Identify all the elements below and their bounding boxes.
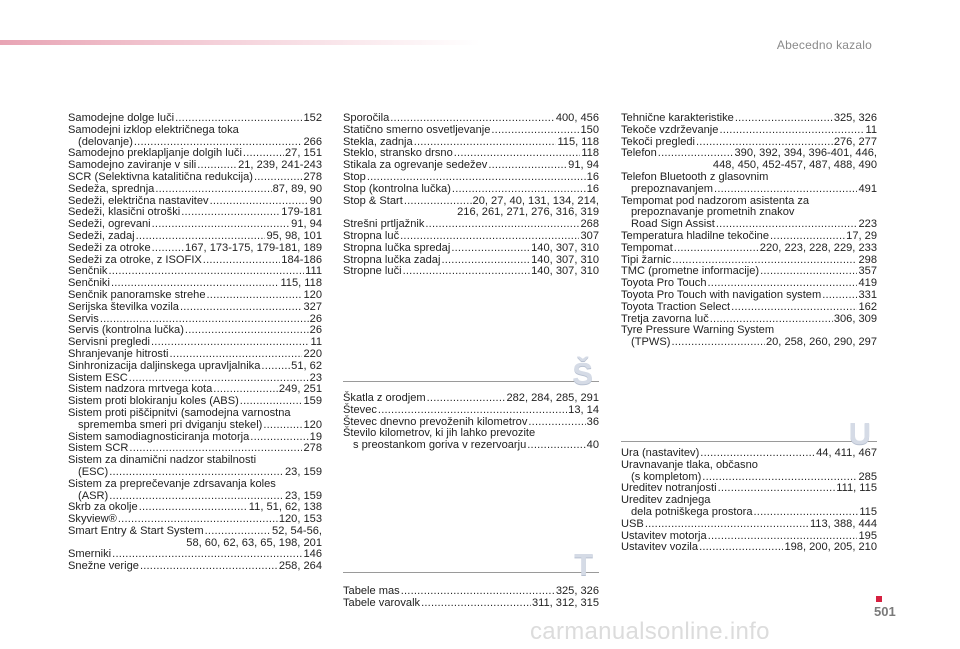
index-entry-label: Števec (343, 403, 377, 416)
index-entry-pages: 198, 200, 205, 210 (784, 541, 877, 554)
index-entry-label: (delovanje) (78, 135, 133, 148)
index-entry-label: Serijska številka vozila (68, 300, 179, 313)
index-entry-label: Servis (kontrolna lučka) (68, 324, 184, 337)
index-entry-heading: Uravnavanje tlaka, občasno (621, 458, 758, 471)
index-entry-heading: Sistem proti piščipnitvi (samodejna varnostna (68, 406, 291, 419)
index-entry (68, 361, 322, 373)
index-entry-pages: 26 (309, 324, 322, 337)
index-entry (343, 172, 599, 184)
index-entry (68, 231, 322, 243)
index-entry-label: Samodejne dolge luči (68, 112, 175, 124)
dot-leader (151, 337, 309, 349)
index-entry-heading: Ureditev zadnjega (621, 494, 711, 507)
index-entry-label: Toyota Pro Touch (621, 277, 707, 290)
index-entry-label: Toyota Pro Touch with navigation system (621, 288, 822, 301)
index-entry (343, 440, 599, 452)
dot-leader (170, 349, 303, 361)
index-entry-continuation: 58, 60, 62, 63, 65, 198, 201 (186, 536, 322, 549)
index-entry-pages: 307 (580, 229, 599, 242)
index-entry (68, 349, 322, 361)
dot-leader (403, 266, 531, 278)
index-entry-label: Snežne verige (68, 560, 139, 573)
index-entry-label: Stropna luč (343, 229, 400, 242)
index-entry-pages: 21, 239, 241-243 (238, 159, 322, 172)
index-entry-pages: 111, 115 (836, 482, 877, 495)
index-entry-label: Toyota Traction Select (621, 300, 731, 313)
index-entry-pages: 179-181 (281, 206, 322, 219)
dot-leader (735, 113, 833, 125)
header-gradient-bar (0, 40, 480, 45)
index-entry-label: Temperatura hladilne tekočine (621, 229, 770, 242)
page-title: Abecedno kazalo (776, 38, 872, 52)
section-rule (621, 441, 877, 443)
dot-leader (527, 440, 585, 452)
index-entry-label: (s kompletom) (631, 470, 702, 483)
index-entry (621, 125, 877, 137)
index-entry-heading: Število kilometrov, ki jih lahko prevozite (343, 427, 536, 440)
index-entry (68, 184, 322, 196)
index-entry-pages: 19 (309, 430, 322, 443)
index-entry-label: Sistem nadzora mrtvega kota (68, 383, 213, 396)
index-entry-label: Števec dnevno prevoženih kilometrov (343, 415, 528, 428)
dot-leader (140, 561, 278, 573)
index-entry-pages: 331 (858, 288, 877, 301)
index-column-2 (343, 113, 599, 278)
index-entry-heading: Sistem za dinamični nadzor stabilnosti (68, 454, 257, 467)
dot-leader (702, 472, 857, 484)
index-entry-pages: 152 (303, 112, 322, 124)
section-header-s (343, 358, 599, 390)
index-entry-label: Stropna lučka zadaj (343, 253, 441, 266)
dot-leader (207, 290, 303, 302)
index-entry-pages: 115 (859, 505, 877, 518)
dot-leader (378, 405, 567, 417)
index-entry (621, 231, 877, 243)
dot-leader (760, 266, 857, 278)
index-entry-pages: 306, 309 (833, 312, 877, 325)
index-entry-pages: 20, 258, 260, 290, 297 (765, 336, 877, 349)
index-entry (68, 302, 322, 314)
index-entry-pages: 266 (303, 135, 322, 148)
index-entry-pages: 140, 307, 310 (531, 241, 599, 254)
index-entry-label: Skyview® (68, 513, 117, 526)
index-entry-pages: 268 (580, 218, 599, 231)
dot-leader (488, 160, 567, 172)
index-entry-pages: 91, 94 (568, 159, 599, 172)
index-entry-pages: 285 (858, 470, 877, 483)
index-section-u (621, 448, 877, 554)
index-entry-pages: 40 (586, 439, 599, 452)
index-entry-label: Sporočila (343, 112, 390, 124)
section-letter: T (574, 547, 593, 582)
index-entry-label: Škatla z orodjem (343, 392, 426, 404)
page-marker (876, 596, 882, 602)
index-entry (343, 598, 599, 610)
index-entry (343, 405, 599, 417)
index-entry-label: Skrb za okolje (68, 501, 138, 514)
dot-leader (452, 184, 586, 196)
index-entry (343, 393, 599, 405)
index-entry-pages: 140, 307, 310 (531, 265, 599, 278)
index-entry-pages: 27, 151 (284, 147, 322, 160)
page-number: 501 (874, 604, 896, 619)
index-entry-label: Sedeži, električna nastavitev (68, 194, 209, 207)
index-entry-label: Servisni pregledi (68, 336, 151, 349)
dot-leader (109, 467, 284, 479)
index-entry-label: Samodejno zaviranje v sili (68, 159, 197, 172)
index-entry-label: Smerniki (68, 548, 112, 561)
index-entry-pages: 195 (858, 529, 877, 542)
index-entry-label: Shranjevanje hitrosti (68, 347, 169, 360)
dot-leader (674, 243, 759, 255)
watermark: carmanualsonline.info (530, 618, 770, 645)
dot-leader (754, 507, 859, 519)
index-entry (343, 160, 599, 172)
dot-leader (263, 420, 302, 432)
dot-leader (421, 598, 531, 610)
index-entry (68, 243, 322, 255)
index-entry-label: Tabele varovalk (343, 596, 421, 609)
index-entry-label: Steklo, stransko drsno (343, 147, 453, 160)
index-entry-label: (ESC) (78, 465, 109, 478)
index-entry-label: Samodejno preklapljanje dolgih luči (68, 147, 242, 160)
index-entry-label: SCR (Selektivna katalitična redukcija) (68, 170, 253, 183)
index-entry-pages: 11 (310, 336, 322, 349)
index-entry-label: Tekoče vzdrževanje (621, 123, 719, 136)
index-entry-label: Stop (343, 170, 366, 183)
dot-leader (714, 184, 857, 196)
index-entry-pages: 357 (858, 265, 877, 278)
index-entry (621, 290, 877, 302)
index-entry-label: Sedeža, sprednja (68, 182, 155, 195)
dot-leader (250, 432, 308, 444)
section-header-t (343, 549, 599, 581)
index-entry-pages: 249, 251 (278, 383, 322, 396)
index-entry-label: USB (621, 517, 644, 530)
index-entry-pages: 95, 98, 101 (266, 229, 322, 242)
dot-leader (185, 325, 309, 337)
dot-leader (425, 219, 579, 231)
index-entry-pages: 390, 392, 394, 396-401, 446, (734, 147, 877, 160)
index-column-1 (68, 113, 322, 573)
dot-leader (719, 125, 864, 137)
index-entry (343, 231, 599, 243)
index-entry-label: Statično smerno osvetljevanje (343, 123, 491, 136)
index-entry-pages: 91, 94 (291, 218, 322, 231)
index-entry-heading: Telefon Bluetooth z glasovnim (621, 170, 769, 183)
index-entry-label: Ustavitev vozila (621, 541, 699, 554)
dot-leader (645, 519, 809, 531)
index-entry-pages: 16 (586, 170, 599, 183)
index-entry-pages: 23, 159 (284, 465, 322, 478)
dot-leader (180, 302, 303, 314)
index-entry-label: Ustavitev motorja (621, 529, 707, 542)
index-entry-pages: 327 (303, 300, 322, 313)
index-entry (68, 172, 322, 184)
dot-leader (254, 172, 303, 184)
index-entry-label: Ureditev notranjosti (621, 482, 717, 495)
index-entry-pages: 325, 326 (555, 585, 599, 597)
dot-leader (261, 361, 290, 373)
dot-leader (451, 243, 530, 255)
index-entry-pages: 162 (858, 300, 877, 313)
index-entry (621, 542, 877, 554)
index-entry-label: Servis (68, 312, 99, 325)
index-entry-label: dela potniškega prostora (631, 505, 753, 518)
index-entry-label: Senčnik panoramske strehe (68, 288, 206, 301)
dot-leader (367, 172, 586, 184)
index-entry-label: Senčnik (68, 265, 108, 278)
index-entry-pages: 36 (586, 415, 599, 428)
index-entry-label: Ura (nastavitev) (621, 447, 700, 459)
index-entry-pages: 120 (303, 418, 322, 431)
index-entry-label: Tretja zavorna luč (621, 312, 709, 325)
index-entry-label: Telefon (621, 147, 657, 160)
dot-leader (528, 417, 585, 429)
index-entry-pages: 159 (303, 395, 322, 408)
index-entry-pages: 23, 159 (284, 489, 322, 502)
index-entry-label: Tempomat (621, 241, 673, 254)
index-entry-label: prepoznavanjem (631, 182, 714, 195)
index-entry-pages: 167, 173-175, 179-181, 189 (185, 241, 322, 254)
index-entry-label: Sedeži, zadaj (68, 229, 135, 242)
index-entry-label: Sedeži za otroke, z ISOFIX (68, 253, 202, 266)
index-entry-pages: 220 (303, 347, 322, 360)
index-entry (621, 519, 877, 531)
index-entry-pages: 120, 153 (278, 513, 322, 526)
section-letter: Š (572, 356, 593, 391)
index-entry-pages: 146 (303, 548, 322, 561)
index-entry-label: Sistem ESC (68, 371, 128, 384)
dot-leader (152, 243, 184, 255)
index-entry-label: Stekla, zadnja (343, 135, 413, 148)
index-entry-pages: 276, 277 (833, 135, 877, 148)
dot-leader (155, 184, 271, 196)
dot-leader (770, 231, 845, 243)
dot-leader (203, 255, 280, 267)
index-entry-continuation: 448, 450, 452-457, 487, 488, 490 (712, 159, 877, 172)
index-section-t (343, 586, 599, 610)
index-entry (621, 507, 877, 519)
index-entry-label: Stop & Start (343, 194, 403, 207)
index-entry-heading: Sistem za preprečevanje zdrsavanja koles (68, 477, 276, 490)
dot-leader (205, 526, 271, 538)
index-entry-pages: 11, 51, 62, 138 (248, 501, 322, 514)
index-entry-heading: Tempomat pod nadzorom asistenta za (621, 194, 810, 207)
index-entry-pages: 258, 264 (278, 560, 322, 573)
index-entry-pages: 150 (580, 123, 599, 136)
index-entry-pages: 278 (303, 442, 322, 455)
index-entry-label: Sedeži, ogrevani (68, 218, 151, 231)
index-entry-label: Tekoči pregledi (621, 135, 695, 148)
index-entry-heading: Tyre Pressure Warning System (621, 324, 775, 337)
index-section-s (343, 393, 599, 452)
dot-leader (671, 337, 765, 349)
index-entry-pages: 52, 54-56, (272, 524, 322, 537)
index-entry-pages: 311, 312, 315 (531, 596, 599, 609)
index-entry-label: Road Sign Assist (631, 218, 715, 231)
index-entry-pages: 298 (858, 253, 877, 266)
index-entry-pages: 115, 118 (557, 135, 599, 148)
index-entry (68, 561, 322, 573)
index-entry-pages: 26 (309, 312, 322, 325)
index-entry-label: Strešni prtljažnik (343, 218, 425, 231)
section-rule (343, 572, 599, 574)
index-entry-pages: 400, 456 (555, 112, 599, 124)
dot-leader (400, 231, 579, 243)
index-entry (621, 302, 877, 314)
index-entry (343, 184, 599, 196)
index-entry-label: Smart Entry & Start System (68, 524, 204, 537)
index-entry-pages: 115, 118 (280, 277, 322, 290)
dot-leader (699, 542, 783, 554)
dot-leader (139, 502, 248, 514)
index-column-3 (621, 113, 877, 349)
index-entry-pages: 113, 388, 444 (809, 517, 877, 530)
index-entry-pages: 51, 62 (291, 359, 322, 372)
dot-leader (731, 302, 857, 314)
dot-leader (718, 483, 836, 495)
index-entry (621, 337, 877, 349)
index-entry-pages: 23 (309, 371, 322, 384)
index-entry-label: TMC (prometne informacije) (621, 265, 760, 278)
index-entry-pages: 419 (858, 277, 877, 290)
dot-leader (136, 231, 266, 243)
dot-leader (427, 393, 506, 405)
index-entry-pages: 11 (865, 123, 877, 136)
index-entry-pages: 184-186 (281, 253, 322, 266)
index-entry-pages: 44, 411, 467 (816, 447, 877, 459)
index-entry-label: Stikala za ogrevanje sedežev (343, 159, 488, 172)
index-entry-label: Sistem samodiagnosticiranja motorja (68, 430, 250, 443)
index-entry-pages: 223 (858, 218, 877, 231)
index-entry-label: Sistem SCR (68, 442, 129, 455)
index-entry-pages: 220, 223, 228, 229, 233 (759, 241, 877, 254)
index-entry (68, 467, 322, 479)
index-entry-label: Tehnične karakteristike (621, 112, 734, 124)
index-entry-pages: 87, 89, 90 (272, 182, 322, 195)
index-entry-label: (TPWS) (631, 336, 671, 349)
index-entry-pages: 20, 27, 40, 131, 134, 214, (472, 194, 599, 207)
index-entry-pages: 140, 307, 310 (531, 253, 599, 266)
index-entry (621, 243, 877, 255)
index-entry-label: Senčniki (68, 277, 110, 290)
index-entry-label: Stop (kontrolna lučka) (343, 182, 451, 195)
dot-leader (441, 255, 530, 267)
index-entry-label: Stropne luči (343, 265, 402, 278)
index-entry-pages: 118 (581, 147, 599, 160)
index-entry (621, 184, 877, 196)
index-entry-label: Sedeži za otroke (68, 241, 151, 254)
section-header-u (621, 418, 877, 450)
index-entry-pages: 282, 284, 285, 291 (506, 392, 599, 404)
index-entry-heading: prepoznavanje prometnih znakov (631, 206, 795, 219)
index-entry-pages: 111 (305, 265, 322, 278)
index-entry-pages: 17, 29 (846, 229, 877, 242)
dot-leader (491, 125, 579, 137)
dot-leader (112, 549, 302, 561)
index-entry (68, 420, 322, 432)
index-entry (343, 243, 599, 255)
index-entry-label: Tabele mas (343, 585, 400, 597)
section-rule (343, 381, 599, 383)
index-entry-label: Sedeži, klasični otroški (68, 206, 181, 219)
index-entry-pages: 278 (303, 170, 322, 183)
index-entry-pages: 90 (309, 194, 322, 207)
index-entry-pages: 16 (586, 182, 599, 195)
dot-leader (108, 266, 304, 278)
index-entry-label: Stropna lučka spredaj (343, 241, 451, 254)
index-entry-pages: 13, 14 (568, 403, 599, 416)
index-entry-label: Tipi žarnic (621, 253, 672, 266)
index-entry (343, 266, 599, 278)
index-entry (68, 526, 322, 538)
index-entry-continuation: 216, 261, 271, 276, 316, 319 (457, 206, 599, 219)
section-letter: U (848, 416, 871, 451)
index-entry-label: Sinhronizacija daljinskega upravljalnika (68, 359, 261, 372)
dot-leader (822, 290, 857, 302)
index-entry-heading: Samodejni izklop električnega toka (68, 123, 239, 136)
index-entry-pages: 325, 326 (833, 112, 877, 124)
index-entry-pages: 120 (303, 288, 322, 301)
index-entry-pages: 491 (858, 182, 877, 195)
dot-leader (181, 207, 280, 219)
index-entry-label: Sistem proti blokiranju koles (ABS) (68, 395, 239, 408)
index-entry-label: sprememba smeri pri dviganju stekel) (78, 418, 263, 431)
index-entry (343, 125, 599, 137)
index-entry-label: (ASR) (78, 489, 109, 502)
index-entry (68, 290, 322, 302)
index-entry-label: s preostankom goriva v rezervoarju (353, 439, 527, 452)
